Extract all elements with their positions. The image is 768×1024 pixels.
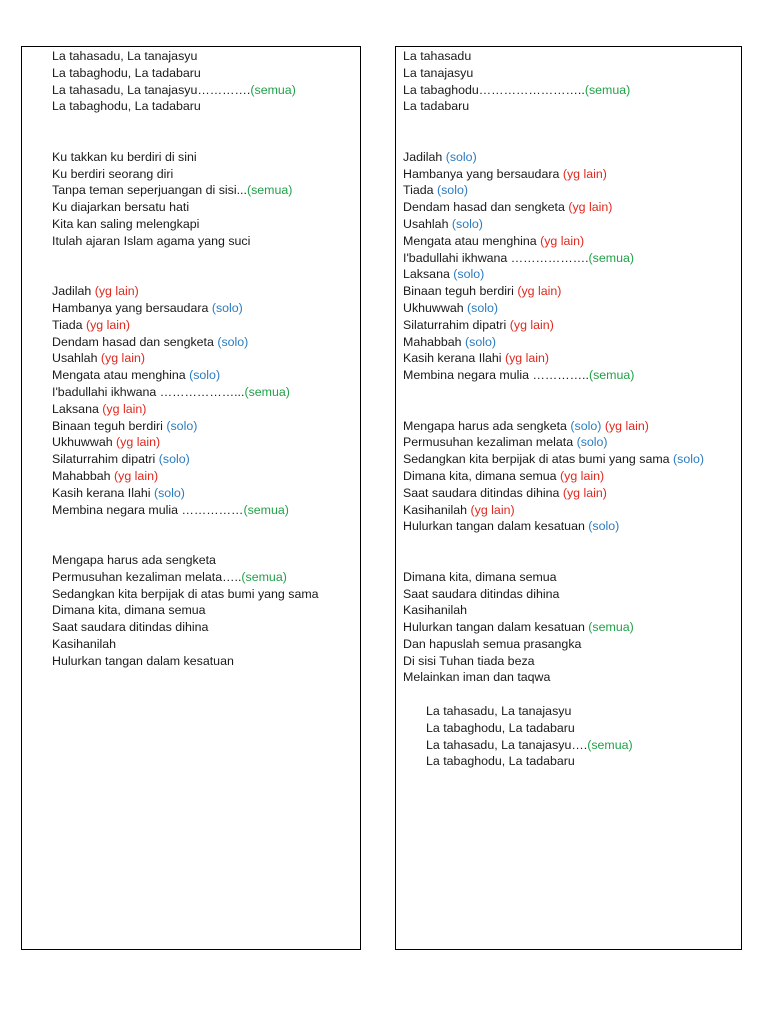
lyric-line [52,586,319,603]
cue-yg-lain: (yg lain) [114,468,159,483]
lyric-text: Kasih kerana Ilahi [403,351,505,366]
cue-solo: (solo) [436,183,468,198]
lyric-line [403,65,704,82]
lyric-line [52,233,319,250]
lyric-text: La tahasadu, La tanajasyu [426,704,572,719]
lyric-text: Binaan teguh berdiri [403,284,518,299]
lyric-line [403,334,704,351]
lyric-text: Permusuhan kezaliman melata….. [52,569,242,584]
cue-solo: (solo) [153,485,185,500]
lyric-line [52,82,319,99]
cue-semua: (semua) [588,368,635,383]
lyric-text: La tahasadu, La tanajasyu [52,49,198,63]
blank-line [52,266,319,283]
lyric-line [403,300,704,317]
lyric-text: Mengapa harus ada sengketa [52,552,216,567]
lyric-line [52,182,319,199]
lyric-line [403,283,704,300]
cue-yg-lain: (yg lain) [562,166,607,181]
lyric-text: Hulurkan tangan dalam kesatuan [52,653,234,668]
lyric-line [52,502,319,519]
cue-yg-lain: (yg lain) [94,284,139,299]
cue-yg-lain: (yg lain) [568,200,613,215]
lyric-text: La tadabaru [403,99,470,114]
lyric-line [403,619,704,636]
lyric-text: Hulurkan tangan dalam kesatuan [403,519,589,534]
lyric-line [403,149,704,166]
lyric-line [403,653,704,670]
cue-solo: (solo) [673,452,704,467]
cue-solo: (solo) [189,368,221,383]
cue-semua: (semua) [588,250,634,265]
lyric-text: Ku diajarkan bersatu hati [52,200,190,215]
cue-solo: (solo) [166,418,198,433]
lyric-line [52,283,319,300]
lyric-text: La tabaghodu, La tadabaru [426,720,575,735]
cue-semua: (semua) [243,502,289,517]
lyric-line [403,82,704,99]
lyric-line [403,434,704,451]
lyric-line [52,602,319,619]
cue-yg-lain: (yg lain) [560,468,605,483]
lyric-text: La tabaghodu, La tadabaru [52,99,201,114]
lyric-line [52,300,319,317]
lyric-line [403,669,704,686]
lyric-text: Dendam hasad dan sengketa [403,200,569,215]
lyric-text: Membina negara mulia …………… [52,502,244,517]
lyric-line [52,350,319,367]
lyric-text: Dimana kita, dimana semua [52,603,206,618]
cue-yg-lain: (yg lain) [102,401,147,416]
lyric-text: Dan hapuslah semua prasangka [403,636,582,651]
blank-line [52,535,319,552]
lyric-line [403,266,704,283]
lyric-line [403,485,704,502]
lyric-line [52,166,319,183]
lyric-text: Ku takkan ku berdiri di sini [52,149,197,164]
cue-yg-lain: (yg lain) [509,317,554,332]
lyric-line [52,317,319,334]
lyric-line [403,502,704,519]
lyric-text: La tahasadu [403,49,472,63]
cue-semua: (semua) [587,737,633,752]
cue-semua: (semua) [246,183,293,198]
lyric-text: La tabaghodu…………………….. [403,82,585,97]
lyric-text: Saat saudara ditindas dihina [52,620,209,635]
lyric-line [52,384,319,401]
lyrics-lines-right [403,48,704,770]
cue-yg-lain: (yg lain) [540,233,585,248]
cue-solo: (solo) [588,519,620,534]
cue-semua: (semua) [584,82,631,97]
lyric-line [403,250,704,267]
lyric-line [403,636,704,653]
lyrics-panel-right [395,46,742,950]
lyric-text: Hulurkan tangan dalam kesatuan [403,620,589,635]
lyric-text: Melainkan iman dan taqwa [403,670,551,685]
lyric-text: Ukhuwwah [52,435,117,450]
lyric-text: Silaturrahim dipatri [52,452,159,467]
blank-line [403,115,704,132]
lyric-text: Tiada [52,317,86,332]
lyric-line [403,753,704,770]
lyric-text: La tanajasyu [403,65,474,80]
cue-solo: (solo) [453,267,485,282]
cue-solo: (solo) [451,216,483,231]
lyric-line [403,317,704,334]
lyric-line [403,233,704,250]
lyric-line [52,569,319,586]
lyric-text: Binaan teguh berdiri [52,418,167,433]
cue-yg-lain: (yg lain) [100,351,145,366]
lyric-text: Mengapa harus ada sengketa [403,418,571,433]
blank-line [403,552,704,569]
lyric-line [52,367,319,384]
cue-semua: (semua) [250,82,296,97]
lyric-text: Ukhuwwah [403,300,468,315]
blank-line [403,132,704,149]
lyric-text: Permusuhan kezaliman melata [403,435,577,450]
lyric-text: Mengata atau menghina [403,233,541,248]
lyric-text: Mahabbah [52,468,115,483]
blank-line [52,115,319,132]
lyric-line [52,48,319,65]
lyric-line [52,98,319,115]
cue-yg-lain: (yg lain) [85,317,131,332]
lyric-line [52,619,319,636]
lyric-text: I'badullahi ikhwana ………………. [403,250,589,265]
lyric-line [403,468,704,485]
lyric-text: Saat saudara ditindas dihina [403,586,560,601]
lyric-text: Dimana kita, dimana semua [403,569,557,584]
cue-solo: (solo) [445,149,477,164]
lyric-text: La tahasadu, La tanajasyu…. [426,737,588,752]
lyric-text: Di sisi Tuhan tiada beza [403,653,535,668]
lyric-line [52,65,319,82]
lyric-text: Itulah ajaran Islam agama yang suci [52,233,251,248]
lyric-text: Dimana kita, dimana semua [403,468,561,483]
lyric-text: Dendam hasad dan sengketa [52,334,218,349]
lyric-text: Saat saudara ditindas dihina [403,485,563,500]
lyric-text: La tabaghodu, La tadabaru [52,65,201,80]
lyric-text: La tahasadu, La tanajasyu…………. [52,82,251,97]
lyric-line [403,569,704,586]
lyric-line [403,737,704,754]
lyric-line [52,401,319,418]
lyric-text: Hambanya yang bersaudara [403,166,563,181]
lyric-text: Tiada [403,183,437,198]
lyric-line [403,98,704,115]
lyric-line [52,552,319,569]
lyric-line [403,367,704,384]
lyric-text: I'badullahi ikhwana ………………... [52,384,245,399]
blank-line [52,132,319,149]
lyric-text: Silaturrahim dipatri [403,317,510,332]
lyric-text: Jadilah [52,284,95,299]
lyric-line [403,199,704,216]
cue-yg-lain: (yg lain) [116,435,161,450]
lyric-line [403,350,704,367]
blank-line [52,518,319,535]
lyric-line [52,485,319,502]
lyric-line [403,451,704,468]
cue-yg-lain: (yg lain) [562,485,607,500]
cue-yg-lain: (yg lain) [504,351,550,366]
lyric-text: Sedangkan kita berpijak di atas bumi yang sama [52,586,319,601]
lyric-line [403,720,704,737]
blank-line [403,535,704,552]
lyric-text: Mahabbah [403,334,466,349]
cue-solo: (solo) [467,300,499,315]
cue-solo: (solo) [570,418,602,433]
lyrics-panel-left [21,46,361,950]
lyric-text: Ku berdiri seorang diri [52,166,174,181]
cue-solo: (solo) [158,452,190,467]
lyric-text: Jadilah [403,149,446,164]
lyric-line [52,149,319,166]
lyric-line [403,518,704,535]
lyric-text: Kasihanilah [403,603,468,618]
lyric-line [403,703,704,720]
cue-yg-lain: (yg lain) [604,418,649,433]
blank-line [403,686,704,703]
lyric-line [52,199,319,216]
lyric-text: Tanpa teman seperjuangan di sisi... [52,183,247,198]
lyric-text: Laksana [403,267,454,282]
lyric-line [403,166,704,183]
cue-solo: (solo) [211,300,243,315]
lyric-line [403,418,704,435]
lyric-line [52,636,319,653]
lyric-text: Hambanya yang bersaudara [52,300,212,315]
blank-line [403,401,704,418]
lyric-text: Kita kan saling melengkapi [52,216,200,231]
lyric-line [52,334,319,351]
cue-semua: (semua) [244,384,290,399]
lyrics-lines-left [52,48,319,669]
lyric-text: Kasihanilah [403,502,471,517]
lyric-text: Mengata atau menghina [52,368,190,383]
lyric-text: Kasih kerana Ilahi [52,485,154,500]
blank-line [52,250,319,267]
lyric-line [52,451,319,468]
cue-yg-lain: (yg lain) [517,284,562,299]
cue-yg-lain: (yg lain) [470,502,515,517]
lyric-text: Membina negara mulia ………….. [403,368,589,383]
lyric-line [52,216,319,233]
cue-solo: (solo) [217,334,249,349]
cue-solo: (solo) [576,435,608,450]
lyric-line [403,602,704,619]
blank-line [403,384,704,401]
cue-semua: (semua) [588,620,634,635]
lyric-line [52,468,319,485]
lyric-line [52,418,319,435]
lyric-text: Usahlah [52,351,101,366]
cue-semua: (semua) [241,569,287,584]
lyric-text: Usahlah [403,216,452,231]
lyric-line [52,434,319,451]
lyric-text: La tabaghodu, La tadabaru [426,754,575,769]
lyric-line [403,586,704,603]
lyric-line [403,48,704,65]
cue-solo: (solo) [465,334,496,349]
lyric-line [403,182,704,199]
lyric-text: Sedangkan kita berpijak di atas bumi yang sama [403,452,673,467]
lyric-line [403,216,704,233]
lyric-text: Kasihanilah [52,636,117,651]
lyric-text: Laksana [52,401,103,416]
lyric-line [52,653,319,670]
